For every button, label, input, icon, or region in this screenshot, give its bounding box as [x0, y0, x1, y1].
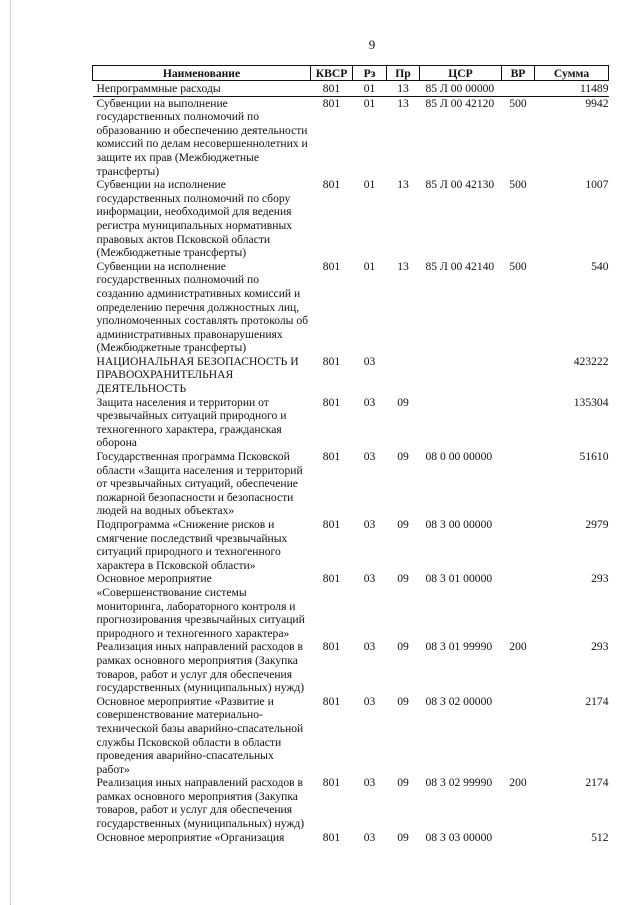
- header-csr: ЦСР: [420, 66, 502, 81]
- cell-pr: 13: [397, 96, 409, 110]
- cell-vr: [502, 831, 535, 845]
- cell-sum: 51610: [579, 450, 609, 464]
- cell-pr: 09: [397, 395, 409, 409]
- cell-kvsr: 801: [322, 395, 341, 409]
- header-sum: Сумма: [535, 66, 609, 81]
- cell-name: Защита населения и территории от чрезвычайных ситуаций природного и техногенного характера, гражданская оборона: [96, 395, 287, 450]
- cell-kvsr: 801: [322, 694, 341, 708]
- table-row: [93, 178, 609, 260]
- table-body: [93, 81, 609, 845]
- header-rz: Рз: [353, 66, 387, 81]
- cell-name: Субвенции на выполнение государственных полномочий по образованию и обеспечению деятельности комиссий по делам несовершеннолетних и защите их прав (Межбюджетные трансферты): [96, 96, 308, 178]
- cell-vr: [502, 518, 535, 572]
- cell-kvsr: 801: [322, 830, 341, 844]
- cell-name: Реализация иных направлений расходов в рамках основного мероприятия (Закупка товаров, работ и услуг для обеспечения государственных (муниципальных) нужд): [96, 776, 305, 831]
- cell-rz: 03: [363, 640, 376, 654]
- cell-sum: 9942: [585, 96, 609, 110]
- cell-sum: 540: [591, 259, 609, 273]
- cell-vr: [502, 81, 535, 97]
- cell-pr: 09: [397, 776, 409, 790]
- table-row: [93, 572, 609, 640]
- cell-vr: 500: [509, 259, 527, 273]
- table-row: [93, 396, 609, 450]
- cell-kvsr: 801: [322, 259, 341, 273]
- cell-pr: 13: [397, 259, 409, 273]
- table-row: [93, 831, 609, 845]
- cell-kvsr: 801: [322, 450, 341, 464]
- header-name: Наименование: [93, 66, 311, 81]
- cell-rz: 03: [363, 395, 376, 409]
- cell-csr: [420, 396, 502, 450]
- table-row: [93, 81, 609, 97]
- cell-pr: 13: [387, 81, 420, 97]
- table-header: [93, 66, 609, 81]
- cell-name: Субвенции на исполнение государственных полномочий по созданию административных комиссий и определению перечня должностных лиц, уполномоченных составлять протоколы об административных правонарушениях (Межбюджетные трансферты): [96, 259, 309, 355]
- cell-sum: 423222: [573, 354, 609, 368]
- cell-csr: 85 Л 00 00000: [420, 81, 502, 97]
- cell-sum: 512: [591, 830, 609, 844]
- table-row: [93, 640, 609, 694]
- page-number: 9: [368, 37, 376, 52]
- table-row: [93, 96, 609, 178]
- cell-kvsr: 801: [322, 354, 341, 368]
- cell-sum: 2979: [585, 518, 609, 531]
- cell-sum: 11489: [535, 81, 609, 97]
- cell-csr: 85 Л 00 42120: [425, 96, 495, 110]
- cell-name: Субвенции на исполнение государственных полномочий по сбору информации, необходимой для ведения регистра муниципальных нормативных правовых актов Псковской области (Межбюджетные трансферты): [96, 178, 293, 260]
- cell-csr: [420, 355, 502, 396]
- cell-vr: [502, 396, 535, 450]
- cell-vr: 500: [509, 178, 527, 192]
- table-row: [93, 355, 609, 396]
- cell-vr: [502, 695, 535, 777]
- cell-kvsr: 801: [322, 178, 341, 192]
- cell-rz: 01: [363, 178, 376, 192]
- cell-pr: 09: [397, 518, 409, 531]
- cell-vr: 200: [509, 776, 527, 790]
- cell-csr: 85 Л 00 42130: [425, 178, 495, 192]
- cell-csr: 08 0 00 00000: [425, 450, 493, 464]
- cell-pr: 09: [397, 640, 409, 654]
- cell-pr: 09: [397, 694, 409, 708]
- cell-kvsr: 801: [322, 572, 341, 586]
- cell-pr: 09: [397, 572, 409, 586]
- cell-kvsr: 801: [322, 776, 341, 790]
- cell-sum: 1007: [585, 178, 609, 192]
- cell-pr: 13: [397, 178, 409, 192]
- cell-sum: 2174: [585, 694, 609, 708]
- cell-csr: 08 3 02 99990: [425, 776, 493, 790]
- cell-vr: 500: [509, 96, 527, 110]
- cell-pr: [387, 355, 420, 396]
- cell-sum: 293: [591, 572, 609, 586]
- cell-rz: 03: [363, 694, 376, 708]
- cell-name: Подпрограмма «Снижение рисков и смягчение последствий чрезвычайных ситуаций природного и техногенного характера в Псковской области»: [96, 518, 288, 572]
- cell-csr: 85 Л 00 42140: [425, 259, 495, 273]
- cell-csr: 08 3 02 00000: [425, 694, 493, 708]
- cell-sum: 293: [591, 640, 609, 654]
- header-kvsr: КВСР: [311, 66, 353, 81]
- cell-rz: 01: [363, 259, 376, 273]
- cell-csr: 08 3 01 99990: [425, 640, 493, 654]
- table-row: [93, 776, 609, 830]
- cell-kvsr: 801: [322, 518, 341, 531]
- cell-rz: 03: [363, 572, 376, 586]
- cell-rz: 03: [363, 830, 376, 844]
- cell-kvsr: 801: [322, 96, 341, 110]
- cell-vr: [502, 572, 535, 640]
- cell-rz: 03: [363, 450, 376, 464]
- cell-name: Основное мероприятие «Развитие и совершенствование материально-технической базы аварийно-спасательной службы Псковской области в области проведения аварийно-спасательных работ»: [96, 694, 304, 776]
- cell-rz: 03: [363, 354, 376, 368]
- cell-csr: 08 3 01 00000: [425, 572, 493, 586]
- cell-pr: 09: [397, 450, 409, 464]
- cell-rz: 01: [363, 96, 376, 110]
- cell-name: Основное мероприятие «Организация: [96, 830, 285, 844]
- cell-name: Реализация иных направлений расходов в рамках основного мероприятия (Закупка товаров, работ и услуг для обеспечения государственных (муниципальных) нужд): [96, 640, 305, 695]
- cell-sum: 135304: [573, 395, 609, 409]
- header-vr: ВР: [502, 66, 535, 81]
- cell-pr: 09: [397, 830, 409, 844]
- cell-sum: 2174: [585, 776, 609, 790]
- table-row: [93, 695, 609, 777]
- cell-vr: 200: [509, 640, 527, 654]
- cell-name: Основное мероприятие «Совершенствование системы мониторинга, лабораторного контроля и прогнозирования чрезвычайных ситуаций природного и техногенного характера»: [96, 572, 305, 640]
- table-row: [93, 450, 609, 518]
- cell-kvsr: 801: [322, 640, 341, 654]
- header-pr: Пр: [387, 66, 420, 81]
- cell-rz: 03: [363, 518, 376, 531]
- cell-csr: 08 3 00 00000: [425, 518, 493, 531]
- cell-name: НАЦИОНАЛЬНАЯ БЕЗОПАСНОСТЬ И ПРАВООХРАНИТЕЛЬНАЯ ДЕЯТЕЛЬНОСТЬ: [96, 354, 299, 396]
- cell-vr: [502, 450, 535, 518]
- cell-name: Государственная программа Псковской области «Защита населения и территорий от чрезвычайных ситуаций, обеспечение пожарной безопасности и безопасности людей на водных объектах»: [96, 450, 303, 518]
- cell-rz: 03: [363, 776, 376, 790]
- cell-vr: [502, 355, 535, 396]
- table-row: [93, 518, 609, 572]
- cell-kvsr: 801: [311, 81, 353, 97]
- scan-edge-line: [10, 0, 11, 905]
- table-row: [93, 260, 609, 355]
- cell-csr: 08 3 03 00000: [425, 830, 493, 844]
- budget-table: [92, 65, 609, 844]
- cell-rz: 01: [353, 81, 387, 97]
- cell-name: Непрограммные расходы: [93, 81, 311, 97]
